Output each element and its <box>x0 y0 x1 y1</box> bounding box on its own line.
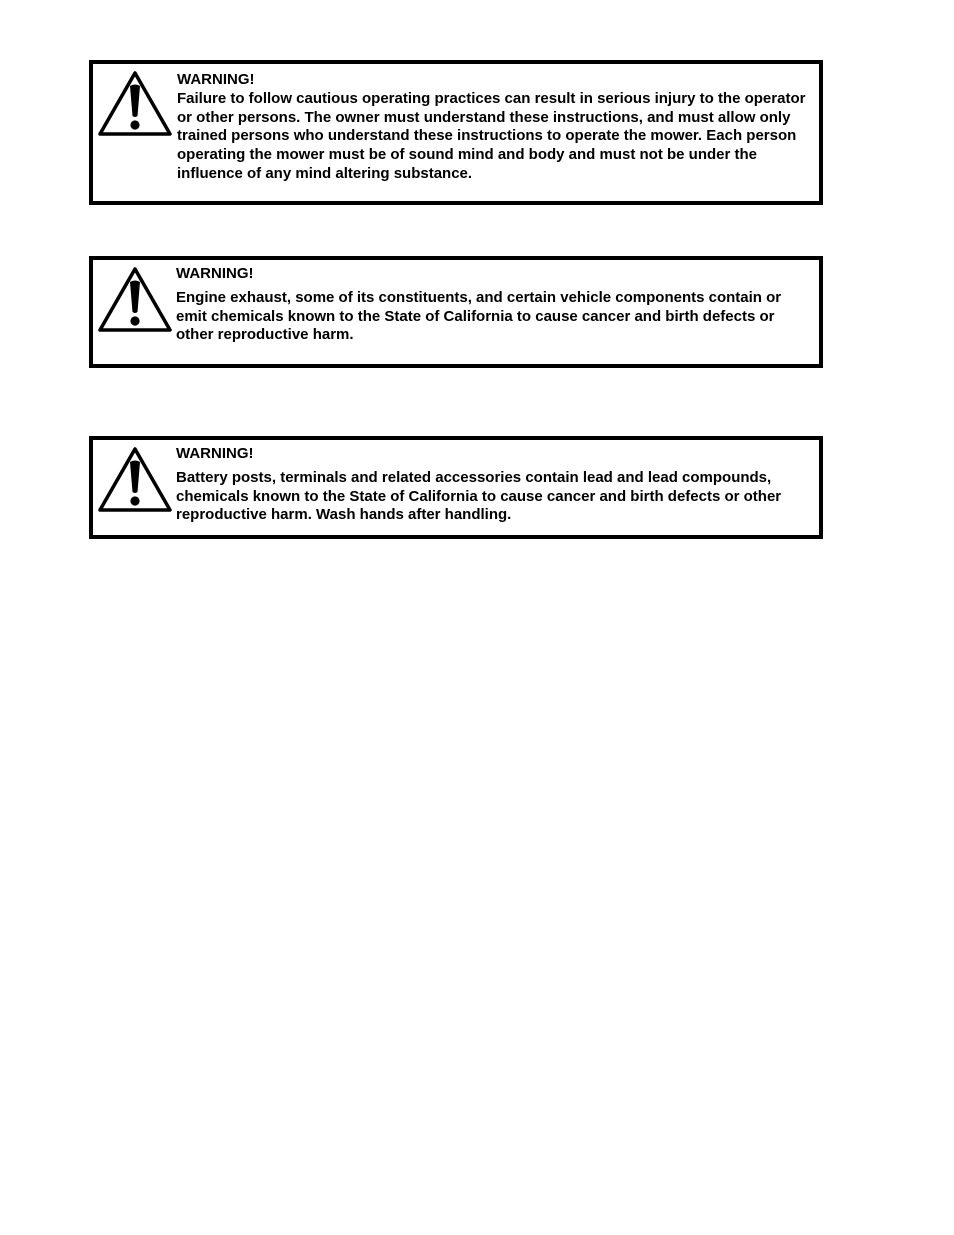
warning-heading: WARNING! <box>176 445 254 462</box>
warning-body: Battery posts, terminals and related accessories contain lead and lead compounds, chemicals known to the State of California to cause cancer and birth defects or other reproductive harm. Wash hands after handling. <box>176 468 782 524</box>
warning-heading: WARNING! <box>177 71 255 88</box>
warning-text <box>176 445 812 525</box>
warning-box-operating-practices <box>89 60 823 205</box>
warning-triangle-icon <box>97 265 173 333</box>
warning-box-engine-exhaust <box>89 256 823 368</box>
warning-heading: WARNING! <box>176 265 254 282</box>
warning-text <box>177 71 813 184</box>
warning-body: Failure to follow cautious operating practices can result in serious injury to the operator or other persons. The owner must understand these instructions, and must allow only trained persons who understand these instructions to operate the mower. Each person operating the mower must be of sound mind and body and must not be under the influence of any mind altering substance. <box>177 89 806 182</box>
warning-body: Engine exhaust, some of its constituents, and certain vehicle components contain or emit chemicals known to the State of California to cause cancer and birth defects or other reproductive harm. <box>176 288 782 344</box>
warning-text <box>176 265 812 345</box>
warning-box-battery <box>89 436 823 539</box>
warning-triangle-icon <box>97 69 173 137</box>
warning-triangle-icon <box>97 445 173 513</box>
